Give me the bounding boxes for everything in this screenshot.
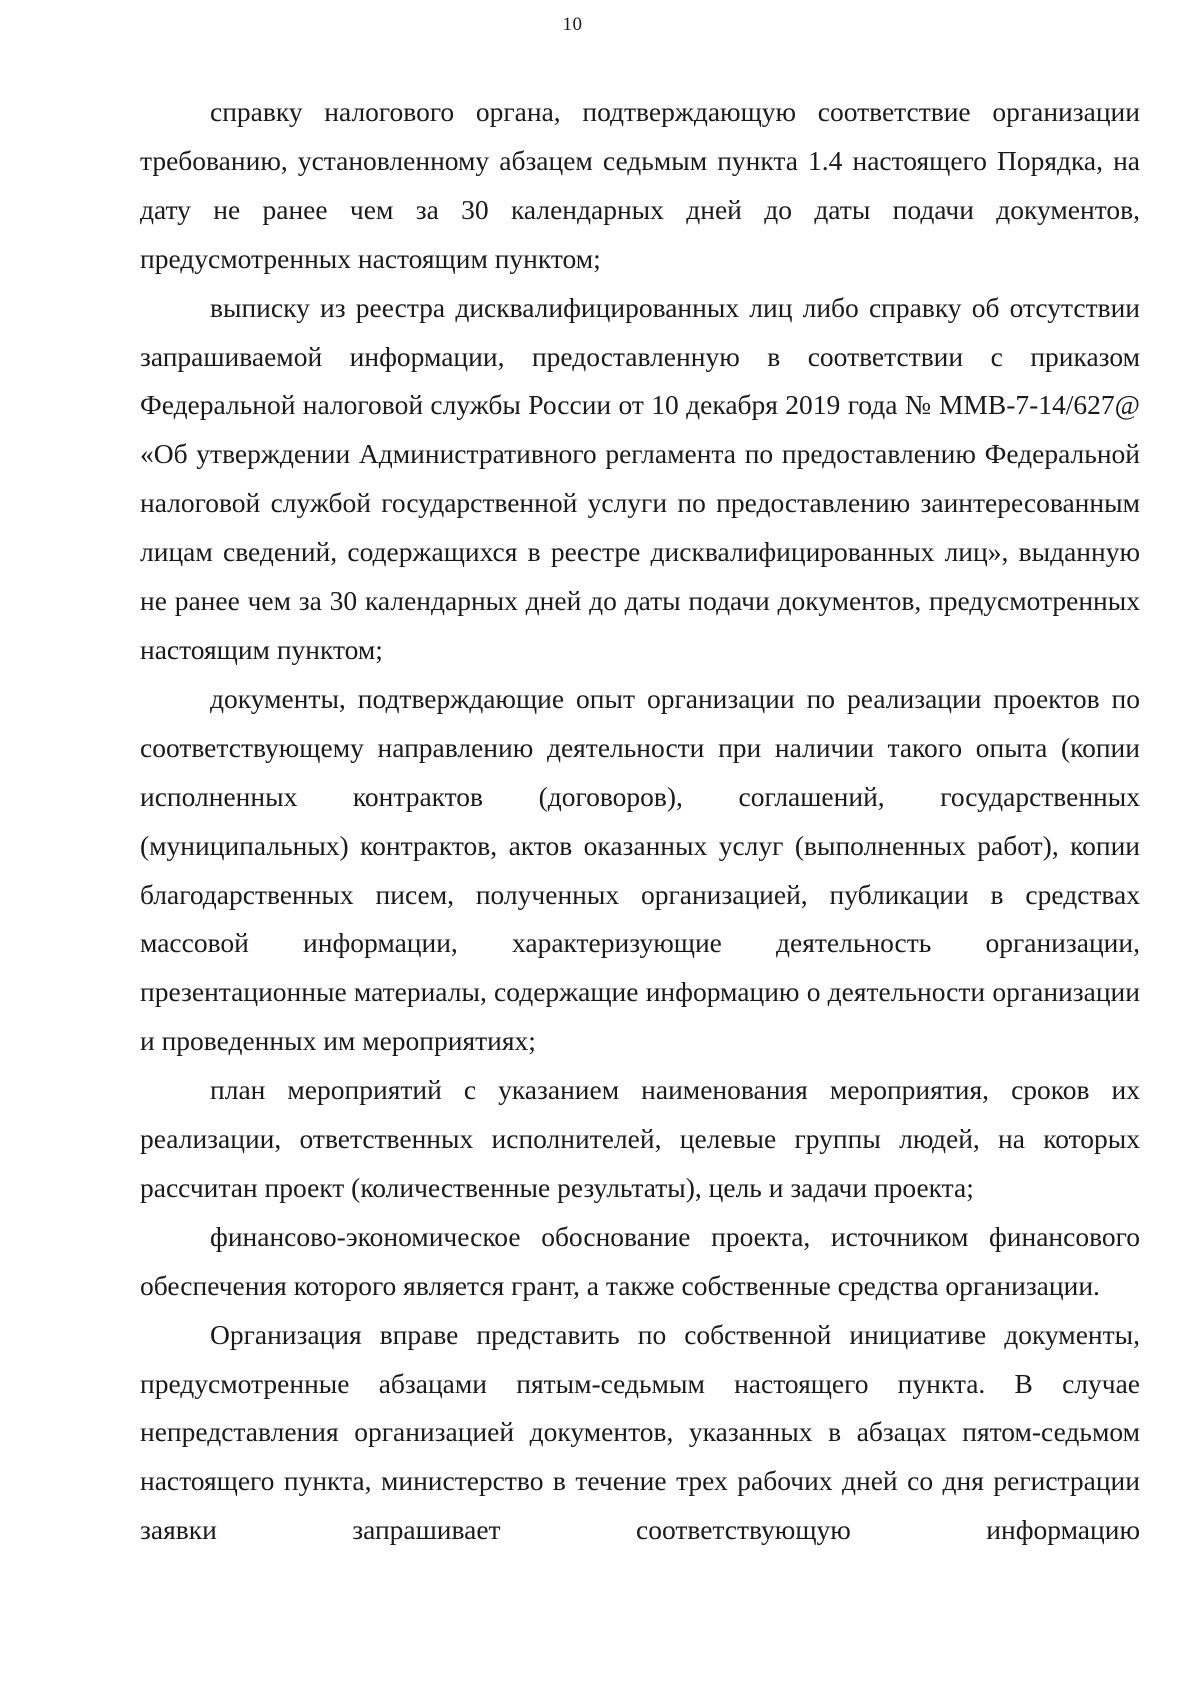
paragraph-event-plan: план мероприятий с указанием наименования мероприятия, сроков их реализации, ответственных исполнителей, целевые группы людей, на которых рассчитан проект (количественные результаты), цель и задачи проекта; [140,1074,1140,1203]
paragraph-financial-justification: финансово-экономическое обоснование проекта, источником финансового обеспечения которого является грант, а также собственные средства организации. [140,1220,1140,1301]
paragraph-tax-certificate: справку налогового органа, подтверждающую соответствие организации требованию, установленному абзацем седьмым пункта 1.4 настоящего Порядка, на дату не ранее чем за 30 календарных дней до даты подачи документов, предусмотренных настоящим пунктом; [140,96,1140,274]
paragraph-own-initiative: Организация вправе представить по собственной инициативе документы, предусмотренные абзацами пятым-седьмым настоящего пункта. В случае непредставления организацией документов, указанных в абзацах пятом-седьмом настоящего пункта, министерство в течение трех рабочих дней со дня регистрации заявки запрашивает соответствующую информацию [140,1318,1140,1546]
paragraph-disqualified-registry-extract: выписку из реестра дисквалифицированных лиц либо справку об отсутствии запрашиваемой информации, предоставленную в соответствии с приказом Федеральной налоговой службы России от 10 декабря 2019 года № ММВ-7-14/627@ «Об утверждении Административного регламента по предоставлению Федеральной налоговой службой государственной услуги по предоставлению заинтересованным лицам сведений, содержащихся в реестре дисквалифицированных лиц», выданную не ранее чем за 30 календарных дней до даты подачи документов, предусмотренных настоящим пунктом; [140,291,1140,665]
page-number: 10 [562,14,583,35]
document-body [140,88,1140,1555]
paragraph-experience-documents: документы, подтверждающие опыт организации по реализации проектов по соответствующему направлению деятельности при наличии такого опыта (копии исполненных контрактов (договоров), соглашений, государственных (муниципальных) контрактов, актов оказанных услуг (выполненных работ), копии благодарственных писем, полученных организацией, публикации в средствах массовой информации, характеризующие деятельность организации, презентационные материалы, содержащие информацию о деятельности организации и проведенных им мероприятиях; [140,682,1140,1057]
